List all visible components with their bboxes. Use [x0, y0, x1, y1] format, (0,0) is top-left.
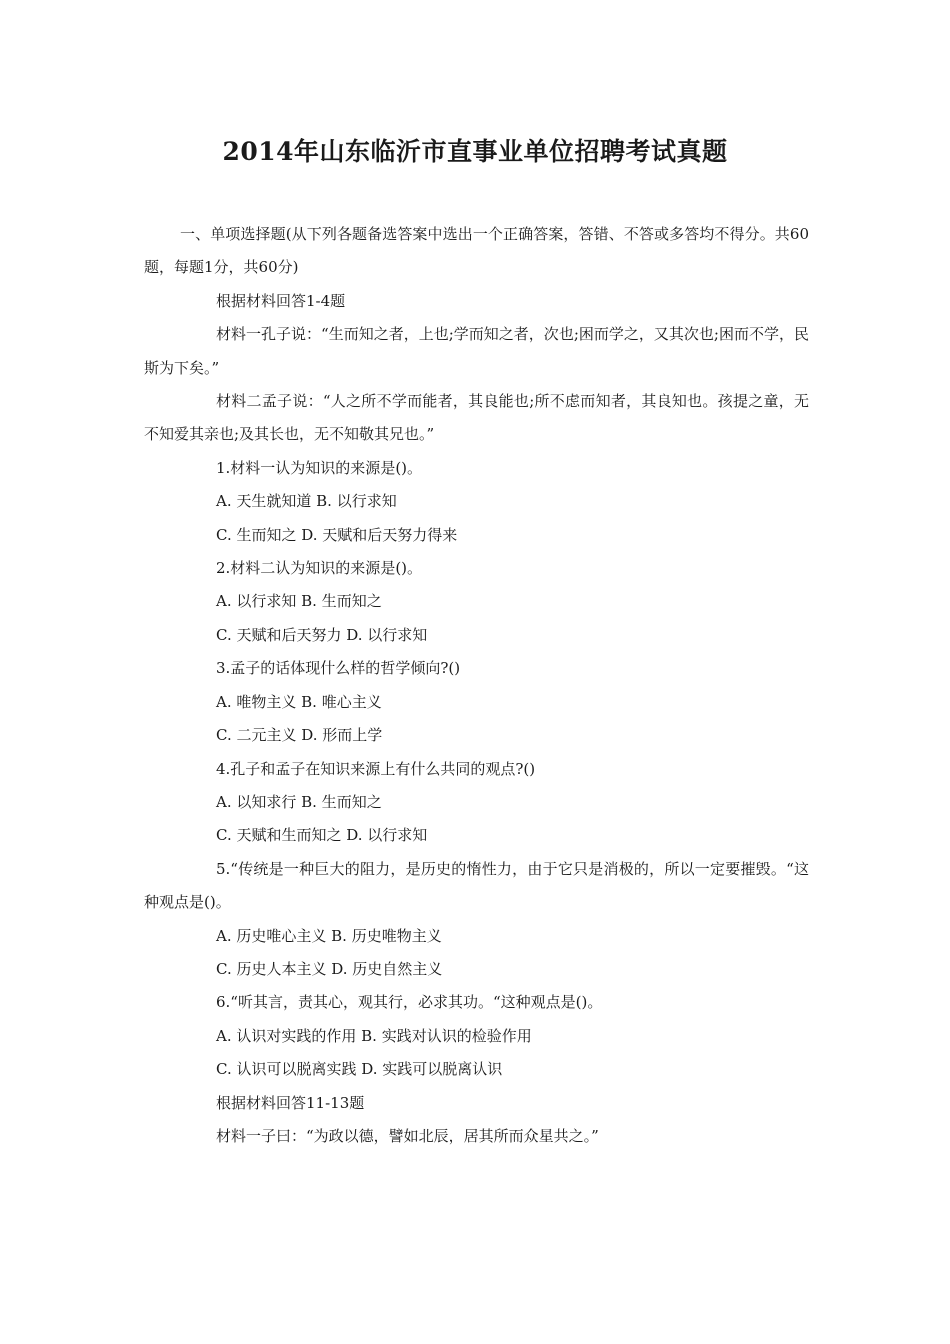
question-5-options-ab: A. 历史唯心主义 B. 历史唯物主义	[216, 926, 442, 945]
question-3-options-ab: A. 唯物主义 B. 唯心主义	[216, 692, 382, 711]
material-intro-11-13: 根据材料回答11-13题	[216, 1093, 365, 1112]
question-3-options-cd: C. 二元主义 D. 形而上学	[216, 726, 383, 745]
question-3: 3.孟子的话体现什么样的哲学倾向?()	[216, 659, 461, 678]
question-6-options-cd: C. 认识可以脱离实践 D. 实践可以脱离认识	[216, 1060, 503, 1079]
question-2: 2.材料二认为知识的来源是()。	[216, 559, 423, 578]
document-body	[144, 218, 809, 1153]
question-1-options-ab: A. 天生就知道 B. 以行求知	[216, 492, 397, 511]
question-4-options-ab: A. 以知求行 B. 生而知之	[216, 792, 382, 811]
question-4-options-cd: C. 天赋和生而知之 D. 以行求知	[216, 826, 428, 845]
question-6-options-ab: A. 认识对实践的作用 B. 实践对认识的检验作用	[216, 1026, 532, 1045]
question-2-options-ab: A. 以行求知 B. 生而知之	[216, 592, 382, 611]
material-intro-1-4: 根据材料回答1-4题	[216, 291, 346, 310]
question-1: 1.材料一认为知识的来源是()。	[216, 458, 423, 477]
question-5-options-cd: C. 历史人本主义 D. 历史自然主义	[216, 959, 443, 978]
question-5: 5.“传统是一种巨大的阻力，是历史的惰性力，由于它只是消极的，所以一定要摧毁。“这种观点是()。	[144, 859, 809, 912]
document-title: 2014年山东临沂市直事业单位招聘考试真题	[222, 137, 728, 166]
material-one-zi-yue: 材料一子曰：“为政以德，譬如北辰，居其所而众星共之。”	[216, 1126, 599, 1145]
question-6: 6.“听其言，责其心，观其行，必求其功。“这种观点是()。	[216, 993, 603, 1012]
question-1-options-cd: C. 生而知之 D. 天赋和后天努力得来	[216, 525, 458, 544]
section-heading: 一、单项选择题(从下列各题备选答案中选出一个正确答案，答错、不答或多答均不得分。共60题，每题1分，共60分)	[144, 225, 809, 277]
question-2-options-cd: C. 天赋和后天努力 D. 以行求知	[216, 625, 428, 644]
question-4: 4.孔子和孟子在知识来源上有什么共同的观点?()	[216, 759, 536, 778]
material-two-mencius: 材料二孟子说：“人之所不学而能者，其良能也;所不虑而知者，其良知也。孩提之童，无不知爱其亲也;及其长也，无不知敬其兄也。”	[144, 392, 809, 444]
material-one-confucius: 材料一孔子说：“生而知之者，上也;学而知之者，次也;困而学之，又其次也;困而不学，民斯为下矣。”	[144, 325, 809, 377]
